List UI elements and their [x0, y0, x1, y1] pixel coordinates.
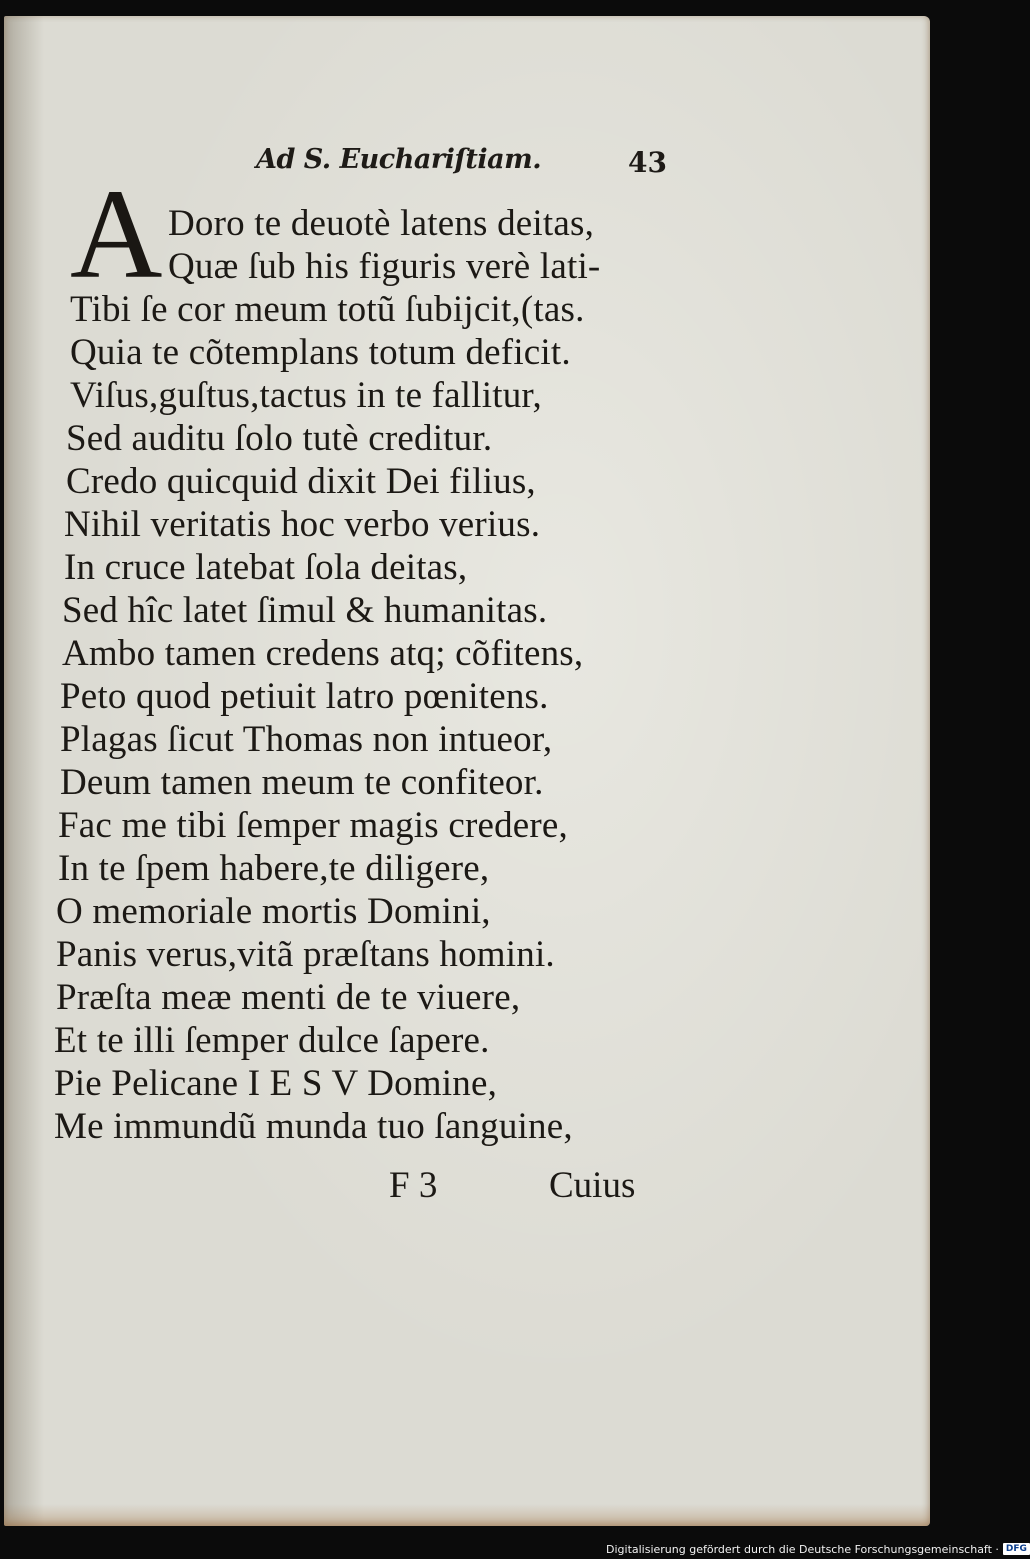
- dfg-logo-icon: DFG: [1003, 1543, 1030, 1555]
- running-head: Ad S. Euchariſtiam.: [256, 144, 542, 175]
- verse-line: O memoriale mortis Domini,: [56, 891, 491, 932]
- verse-line: Viſus,guſtus,tactus in te fallitur,: [70, 375, 542, 416]
- verse-line: Ambo tamen credens atq; cõfitens,: [62, 633, 584, 674]
- verse-line: Quia te cõtemplans totum deficit.: [70, 332, 571, 373]
- verse-line: Sed auditu ſolo tutè creditur.: [66, 418, 493, 459]
- credit-text: Digitalisierung gefördert durch die Deutsche Forschungsgemeinschaft ·: [606, 1542, 999, 1556]
- drop-cap-initial: A: [70, 163, 163, 305]
- verse-line: Sed hîc latet ſimul & humanitas.: [62, 590, 548, 631]
- verse-line: Pie Pelicane I E S V Domine,: [54, 1063, 498, 1104]
- digitization-credit: [606, 1540, 1030, 1558]
- hymn-text: [4, 16, 930, 1526]
- verse-line: Et te illi ſemper dulce ſapere.: [54, 1020, 490, 1061]
- verse-line: Me immundũ munda tuo ſanguine,: [54, 1106, 573, 1147]
- verse-line: Plagas ſicut Thomas non intueor,: [60, 719, 553, 760]
- verse-line: In cruce latebat ſola deitas,: [64, 547, 468, 588]
- verse-line: Peto quod petiuit latro pœnitens.: [60, 676, 549, 717]
- verse-line: Quæ ſub his figuris verè lati-: [168, 246, 601, 287]
- verse-line: Credo quicquid dixit Dei filius,: [66, 461, 536, 502]
- signature-mark: F 3: [389, 1165, 438, 1206]
- catchword: Cuius: [549, 1165, 636, 1206]
- verse-line: Nihil veritatis hoc verbo verius.: [64, 504, 541, 545]
- book-page: [4, 16, 930, 1526]
- verse-line: Panis verus,vitã præſtans homini.: [56, 934, 555, 975]
- signature-row: [4, 1164, 930, 1212]
- verse-line: Doro te deuotè latens deitas,: [168, 203, 595, 244]
- verse-line: Tibi ſe cor meum totũ ſubijcit,(tas.: [70, 289, 585, 330]
- page-number: 43: [628, 146, 667, 179]
- verse-line: Deum tamen meum te confiteor.: [60, 762, 544, 803]
- verse-line: Fac me tibi ſemper magis credere,: [58, 805, 569, 846]
- verse-line: In te ſpem habere,te diligere,: [58, 848, 490, 889]
- verse-line: Præſta meæ menti de te viuere,: [56, 977, 521, 1018]
